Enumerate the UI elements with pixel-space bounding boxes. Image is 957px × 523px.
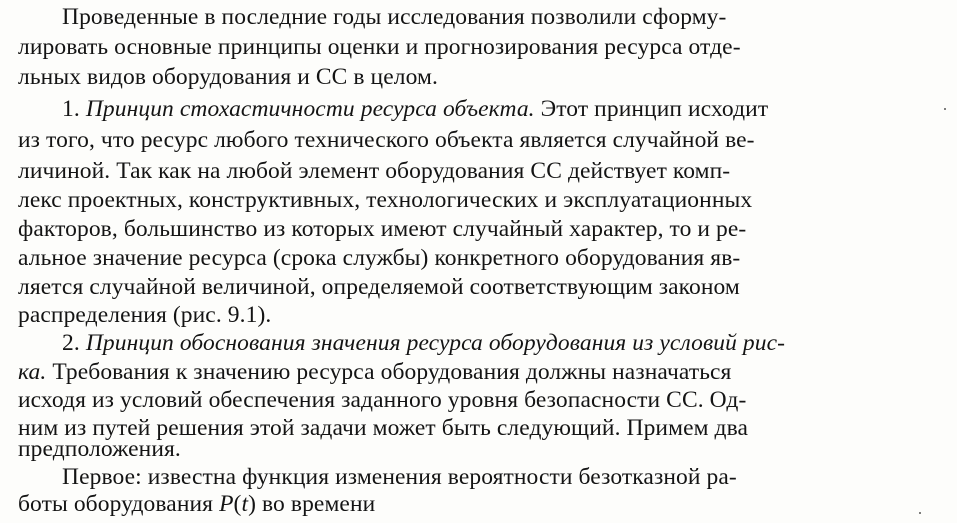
text: льных видов оборудования и СС в целом.: [18, 64, 438, 90]
text: Этот принцип исходит: [534, 96, 769, 122]
p2-line-3: [18, 156, 730, 186]
principle-title: Принцип стохастичности ресурса объекта.: [85, 96, 535, 122]
text: Первое: известна функция изменения вероятности безотказной ра-: [62, 464, 737, 490]
p2-line-1: [62, 94, 768, 124]
text: ляется случайной величиной, определяемой соответствующим законом: [18, 274, 740, 300]
math-symbol-t: t: [241, 491, 249, 517]
p4-line-2: [18, 489, 375, 519]
text: предположения.: [18, 436, 181, 462]
p1-line-2: [18, 32, 741, 62]
text: ним из путей решения этой задачи может быть следующий. Примем два: [18, 415, 749, 441]
principle-title: Принцип обоснования значения ресурса оборудования из условий рис-: [85, 330, 786, 356]
list-number: 1.: [62, 96, 86, 122]
p2-line-5: [18, 214, 746, 244]
text: лекс проектных, конструктивных, технологических и эксплуатационных: [18, 187, 753, 213]
p1-line-3: [18, 62, 438, 92]
p3-line-3: [18, 385, 746, 415]
p2-line-6: [18, 243, 740, 273]
p4-line-1: [62, 462, 737, 492]
math-paren-open: (: [233, 491, 242, 517]
p2-line-4: [18, 185, 752, 215]
text: факторов, большинство из которых имеют случайный характер, то и ре-: [18, 216, 747, 242]
p1-line-1: [62, 2, 726, 32]
text: лировать основные принципы оценки и прогнозирования ресурса отде-: [18, 34, 741, 60]
text: Проведенные в последние годы исследования позволили сформу-: [62, 4, 727, 30]
text: из того, что ресурс любого технического объекта является случайной ве-: [18, 127, 755, 153]
p3-line-2: [18, 357, 731, 387]
text: личиной. Так как на любой элемент оборудования СС действует комп-: [18, 158, 731, 184]
principle-title-end: ка.: [18, 359, 47, 385]
p2-line-7: [18, 272, 740, 302]
text: исходя из условий обеспечения заданного уровня безопасности СС. Од-: [18, 387, 747, 413]
text: распределения (рис. 9.1).: [18, 302, 272, 328]
p2-line-8: [18, 300, 271, 330]
text: Требования к значению ресурса оборудования должны назначаться: [46, 359, 732, 385]
text: альное значение ресурса (срока службы) конкретного оборудования яв-: [18, 245, 741, 271]
scan-speck: [944, 108, 946, 110]
p3-line-5: [18, 434, 181, 464]
list-number: 2.: [62, 330, 86, 356]
text: ) во времени: [248, 491, 376, 517]
math-symbol-P: P: [219, 491, 234, 517]
p3-line-1: [62, 328, 785, 358]
text: боты оборудования: [18, 491, 220, 517]
p2-line-2: [18, 125, 755, 155]
scan-speck: [919, 512, 921, 514]
